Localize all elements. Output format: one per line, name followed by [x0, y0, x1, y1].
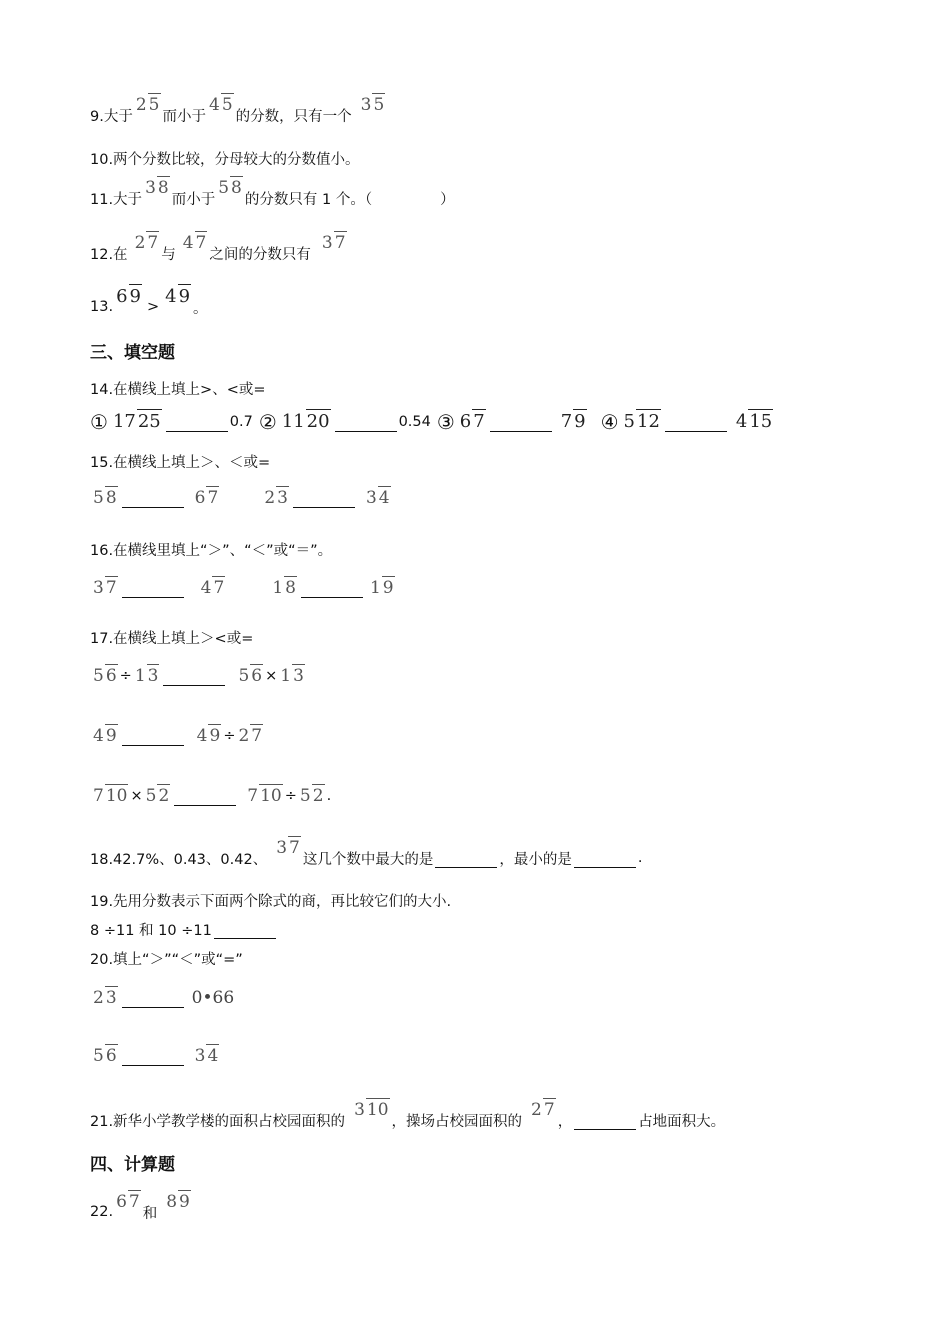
q18-text-b: 这几个数中最大的是	[302, 851, 434, 868]
question-15-items	[90, 478, 393, 518]
decimal-point-icon: •	[202, 988, 213, 1008]
q12-text-a: 12.在	[90, 246, 128, 263]
q9-text-c: 的分数，只有一个	[235, 108, 352, 125]
q20-blank-2[interactable]	[122, 1051, 184, 1066]
q15-fraction-2: 6 7	[194, 487, 219, 508]
q14-fraction-6: 4 15	[735, 411, 773, 432]
q14-fraction-4: 7 9	[560, 411, 586, 432]
q14-blank-3[interactable]	[490, 417, 552, 432]
q20-fraction-3: 3 4	[194, 1045, 219, 1066]
q9-text-b: 而小于	[162, 108, 206, 125]
q17-r3-fraction-2: 5 2	[145, 785, 170, 806]
q9-fraction-3: 3 5	[360, 94, 385, 115]
q13-operator: >	[146, 299, 160, 315]
question-11	[90, 178, 455, 218]
q14-value-1: 0.7	[229, 414, 253, 430]
question-13	[90, 287, 208, 327]
q17-title: 17.在横线上填上＞<或=	[90, 630, 254, 647]
question-17-row-1	[90, 656, 307, 696]
q13-fraction-2: 4 9	[165, 286, 191, 307]
q17-r3-blank[interactable]	[174, 791, 236, 806]
q9-fraction-1: 2 5	[135, 94, 160, 115]
q16-blank-1[interactable]	[122, 583, 184, 598]
q17-r3-end: .	[326, 788, 332, 804]
q16-fraction-2: 4 7	[200, 577, 225, 598]
q15-blank-1[interactable]	[122, 493, 184, 508]
q18-text-a: 18.42.7%、0.43、0.42、	[90, 851, 268, 868]
q17-r2-blank[interactable]	[122, 731, 184, 746]
q20-fraction-2: 5 6	[93, 1045, 117, 1066]
q17-r3-fraction-4: 5 2	[299, 785, 324, 806]
q14-value-2: 0.54	[398, 414, 431, 430]
q11-text-b: 而小于	[171, 191, 216, 208]
question-17-row-2	[90, 716, 265, 756]
q11-fraction-1: 3 8	[145, 177, 169, 198]
q22-fraction-1: 6 7	[116, 1191, 140, 1212]
q13-fraction-1: 6 9	[116, 286, 141, 307]
q12-text-c: 之间的分数只有	[209, 246, 311, 263]
q12-text-b: 与	[161, 246, 176, 263]
q21-blank[interactable]	[574, 1115, 636, 1130]
q14-blank-1[interactable]	[166, 417, 228, 432]
q15-blank-2[interactable]	[293, 493, 355, 508]
q17-r1-blank[interactable]	[163, 671, 225, 686]
section-3-title: 三、填空题	[90, 342, 175, 363]
q17-r3-divide: ÷	[284, 788, 297, 804]
q17-r1-fraction-3: 5 6	[238, 665, 263, 686]
q19-blank[interactable]	[214, 924, 276, 939]
q14-title: 14.在横线上填上>、<或=	[90, 381, 266, 398]
q22-text-b: 和	[142, 1205, 158, 1222]
q21-text-c: ，	[557, 1113, 573, 1130]
q15-fraction-4: 3 4	[365, 487, 390, 508]
q17-r3-fraction-3: 7 10	[247, 785, 282, 806]
q21-text-a: 21.新华小学教学楼的面积占校园面积的	[90, 1113, 346, 1130]
q17-r1-divide: ÷	[119, 668, 132, 684]
question-17-row-3	[90, 776, 331, 816]
q22-fraction-2: 8 9	[166, 1191, 190, 1212]
q17-r1-fraction-4: 1 3	[280, 665, 304, 686]
q21-fraction-1: 3 10	[354, 1099, 389, 1120]
q15-fraction-3: 2 3	[264, 487, 288, 508]
q20-fraction-1: 2 3	[93, 987, 117, 1008]
q18-fraction-1: 3 7	[276, 837, 300, 858]
q18-blank-max[interactable]	[435, 853, 497, 868]
q20-value-int: 0	[191, 988, 203, 1008]
q12-fraction-1: 2 7	[134, 232, 159, 253]
q14-label-4: ④	[600, 410, 619, 434]
q11-text-d: ）	[440, 191, 455, 208]
q17-r3-fraction-1: 7 10	[93, 785, 128, 806]
question-16-items	[90, 568, 397, 608]
q17-r2-divide: ÷	[223, 728, 236, 744]
question-12	[90, 233, 349, 273]
question-14-items	[90, 402, 775, 442]
q18-text-d: .	[637, 850, 643, 866]
q14-fraction-2: 11 20	[281, 411, 330, 432]
q12-fraction-3: 3 7	[321, 232, 346, 253]
q16-fraction-1: 3 7	[93, 577, 117, 598]
q21-text-d: 占地面积大。	[638, 1113, 726, 1130]
question-17-title	[90, 617, 253, 657]
q20-title: 20.填上“＞”“＜”或“=”	[90, 951, 243, 968]
q14-fraction-1: 17 25	[112, 411, 161, 432]
section-4-title: 四、计算题	[90, 1154, 175, 1175]
q15-title: 15.在横线上填上＞、＜或=	[90, 454, 271, 471]
section-3-heading	[90, 330, 175, 370]
question-21	[90, 1100, 725, 1140]
q17-r1-multiply: ×	[265, 668, 278, 684]
q11-fraction-2: 5 8	[218, 177, 242, 198]
q13-text-a: 13.	[90, 299, 114, 315]
q15-fraction-1: 5 8	[93, 487, 117, 508]
q11-text-c: 的分数只有 1 个。（	[244, 191, 373, 208]
q9-fraction-2: 4 5	[209, 94, 233, 115]
q18-text-c: ，最小的是	[499, 851, 572, 868]
question-16-title	[90, 529, 332, 569]
q13-end: 。	[193, 300, 208, 317]
q17-r2-fraction-2: 4 9	[196, 725, 221, 746]
q12-fraction-2: 4 7	[182, 232, 207, 253]
section-4-heading	[90, 1142, 175, 1182]
q22-text-a: 22.	[90, 1204, 114, 1220]
q14-fraction-5: 5 12	[623, 411, 660, 432]
q17-r1-fraction-1: 5 6	[93, 665, 117, 686]
q20-value-dec: 66	[212, 988, 235, 1008]
q17-r1-fraction-2: 1 3	[134, 665, 159, 686]
q16-fraction-4: 1 9	[369, 577, 394, 598]
q16-fraction-3: 1 8	[272, 577, 296, 598]
question-22	[90, 1192, 193, 1232]
q17-r2-fraction-3: 2 7	[238, 725, 263, 746]
question-20-title	[90, 938, 243, 978]
q11-text-a: 11.大于	[90, 191, 143, 208]
q14-label-1: ①	[90, 410, 108, 434]
question-20-row-2	[90, 1036, 221, 1076]
q14-fraction-3: 6 7	[459, 411, 485, 432]
q18-blank-min[interactable]	[574, 853, 636, 868]
q9-text-a: 9.大于	[90, 108, 133, 125]
question-15-title	[90, 441, 270, 481]
question-20-row-1	[90, 978, 234, 1018]
q14-blank-2[interactable]	[335, 417, 397, 432]
q20-blank-1[interactable]	[122, 993, 184, 1008]
q21-text-b: ，操场占校园面积的	[391, 1113, 523, 1130]
q14-label-2: ②	[258, 410, 277, 434]
q16-title: 16.在横线里填上“＞”、“＜”或“＝”。	[90, 542, 333, 559]
q21-fraction-2: 2 7	[531, 1099, 555, 1120]
q17-r2-fraction-1: 4 9	[93, 725, 117, 746]
q10-text: 10.两个分数比较，分母较大的分数值小。	[90, 151, 360, 168]
question-18	[90, 838, 642, 878]
q19-expr: 8 ÷11 和 10 ÷11	[90, 922, 212, 939]
q14-blank-4[interactable]	[665, 417, 727, 432]
question-10	[90, 138, 360, 178]
q14-label-3: ③	[436, 410, 455, 434]
q17-r3-multiply: ×	[130, 788, 143, 804]
q16-blank-2[interactable]	[301, 583, 363, 598]
q19-title: 19.先用分数表示下面两个除式的商，再比较它们的大小.	[90, 893, 452, 910]
question-9	[90, 95, 387, 135]
